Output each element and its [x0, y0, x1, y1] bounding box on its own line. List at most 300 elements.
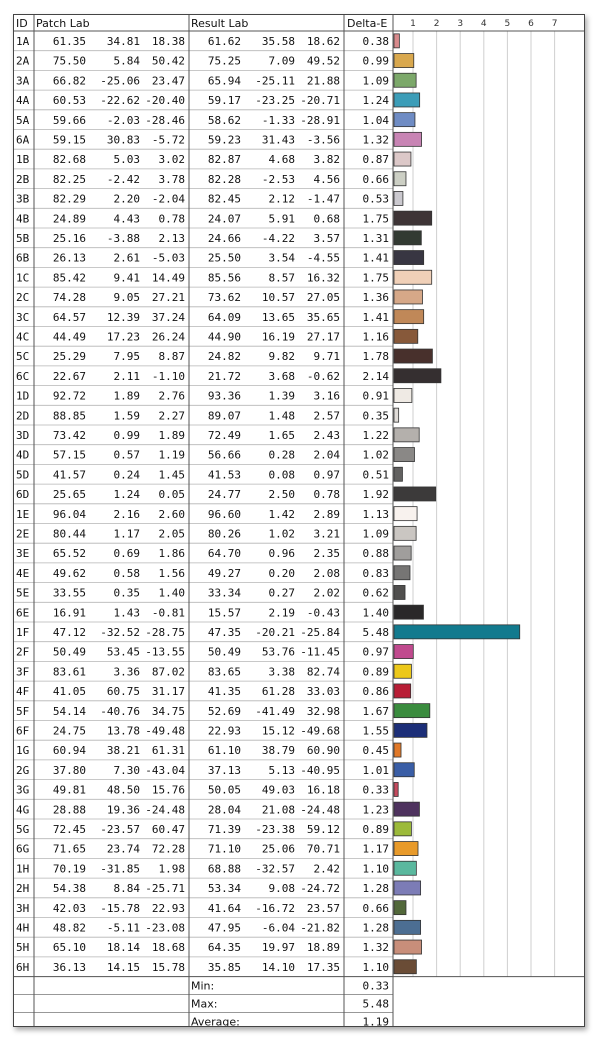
result-lab-value: 2.42 — [313, 862, 340, 876]
result-lab-value: 56.66 — [207, 448, 241, 462]
patch-lab-value: -22.62 — [100, 94, 140, 108]
patch-lab-value: 44.49 — [52, 330, 86, 344]
delta-e-value: 1.75 — [362, 212, 389, 226]
result-lab-value: -21.82 — [300, 921, 340, 935]
patch-lab-value: -3.88 — [106, 232, 140, 245]
delta-e-value: 1.23 — [362, 803, 389, 817]
delta-e-bar — [394, 546, 411, 560]
delta-e-bar — [394, 369, 441, 383]
header-id: ID — [16, 17, 28, 30]
result-lab-value: 16.19 — [261, 330, 295, 344]
result-lab-value: 24.66 — [207, 232, 241, 245]
result-lab-value: 23.57 — [306, 901, 340, 915]
row-id: 4C — [16, 330, 30, 344]
patch-lab-value: -5.03 — [151, 251, 185, 265]
tick-label: 2 — [433, 19, 440, 29]
result-lab-value: 82.45 — [207, 192, 241, 206]
delta-e-bar — [394, 408, 399, 422]
result-lab-value: 82.87 — [207, 153, 241, 167]
result-lab-value: 83.65 — [207, 665, 241, 679]
patch-lab-value: 96.04 — [52, 507, 86, 521]
patch-lab-value: 3.36 — [113, 665, 140, 679]
delta-e-bar — [394, 73, 416, 87]
result-lab-value: 47.95 — [207, 921, 241, 935]
patch-lab-value: -25.06 — [100, 74, 140, 88]
patch-lab-value: 26.24 — [151, 330, 185, 344]
delta-e-bar — [394, 723, 427, 737]
row-id: 1C — [16, 271, 30, 285]
patch-lab-value: 1.56 — [158, 566, 185, 580]
summary-value: 1.19 — [362, 1015, 389, 1026]
delta-e-value: 1.04 — [362, 113, 389, 127]
patch-lab-value: 14.49 — [151, 271, 185, 285]
result-lab-value: 35.58 — [261, 35, 295, 48]
result-lab-value: 1.02 — [268, 527, 295, 541]
row-id: 3F — [16, 665, 30, 679]
result-lab-value: -4.55 — [306, 251, 340, 265]
row-id: 2H — [16, 882, 30, 896]
result-lab-value: 0.28 — [268, 448, 295, 462]
result-lab-value: 3.38 — [268, 665, 295, 679]
row-id: 4G — [16, 803, 30, 817]
result-lab-value: 14.10 — [261, 960, 295, 974]
row-id: 4A — [16, 94, 30, 108]
delta-e-value: 1.32 — [362, 941, 389, 955]
patch-lab-value: -24.48 — [145, 803, 185, 817]
delta-e-bar — [394, 113, 415, 127]
patch-lab-value: 5.84 — [113, 54, 140, 68]
patch-lab-value: 31.17 — [151, 685, 185, 699]
patch-lab-value: 0.35 — [113, 586, 140, 600]
delta-e-bar — [394, 191, 403, 205]
patch-lab-value: 60.75 — [106, 685, 140, 699]
patch-lab-value: 82.25 — [52, 172, 86, 186]
result-lab-value: 68.88 — [207, 862, 241, 876]
patch-lab-value: 5.03 — [113, 153, 140, 167]
row-id: 6H — [16, 960, 30, 974]
row-id: 4E — [16, 566, 30, 580]
summary-value: 5.48 — [362, 997, 389, 1011]
patch-lab-value: 1.17 — [113, 527, 140, 541]
result-lab-value: 33.34 — [207, 586, 241, 600]
delta-e-bar — [394, 172, 406, 186]
delta-e-value: 1.41 — [362, 310, 389, 324]
patch-lab-value: 1.86 — [158, 547, 185, 561]
patch-lab-value: 65.52 — [52, 547, 86, 561]
result-lab-value: 59.12 — [306, 823, 340, 836]
result-lab-value: 59.23 — [207, 133, 241, 147]
row-id: 5G — [16, 823, 30, 836]
patch-lab-value: 8.84 — [113, 882, 140, 896]
result-lab-value: 2.89 — [313, 507, 340, 521]
delta-e-bar — [394, 270, 432, 284]
result-lab-value: 53.34 — [207, 882, 241, 896]
delta-e-value: 2.14 — [362, 369, 389, 383]
result-lab-value: -23.25 — [255, 94, 295, 108]
delta-e-bar — [394, 782, 398, 796]
patch-lab-value: 19.36 — [106, 803, 140, 817]
result-lab-value: -25.84 — [300, 626, 340, 639]
result-lab-value: 47.35 — [207, 626, 241, 639]
patch-lab-value: 0.78 — [158, 212, 185, 226]
result-lab-value: 61.28 — [261, 685, 295, 699]
patch-lab-value: 37.80 — [52, 763, 86, 777]
patch-lab-value: 23.47 — [151, 74, 185, 88]
delta-e-bar — [394, 684, 411, 698]
result-lab-value: 9.08 — [268, 882, 295, 896]
result-lab-value: 41.64 — [207, 901, 241, 915]
patch-lab-value: 24.89 — [52, 212, 86, 226]
delta-e-bar — [394, 251, 424, 265]
delta-e-bar — [394, 960, 416, 974]
tick-label: 3 — [457, 19, 464, 29]
patch-lab-value: 53.45 — [106, 645, 140, 659]
patch-lab-value: 2.13 — [158, 232, 185, 245]
patch-lab-value: 18.14 — [106, 941, 140, 955]
patch-lab-value: 7.30 — [113, 763, 140, 777]
patch-lab-value: 3.02 — [158, 153, 185, 167]
patch-lab-value: 12.39 — [106, 310, 140, 324]
patch-lab-value: 49.62 — [52, 566, 86, 580]
row-id: 3G — [16, 783, 30, 797]
result-lab-value: 21.88 — [306, 74, 340, 88]
delta-e-bar — [394, 329, 418, 343]
delta-e-bar — [394, 467, 402, 481]
result-lab-value: 85.56 — [207, 271, 241, 285]
row-id: 4F — [16, 685, 30, 699]
delta-e-value: 1.78 — [362, 350, 389, 364]
result-lab-value: 49.52 — [306, 54, 340, 68]
delta-e-value: 0.53 — [362, 192, 389, 206]
result-lab-value: 1.39 — [268, 389, 295, 403]
row-id: 2F — [16, 645, 30, 659]
delta-e-value: 0.66 — [362, 901, 389, 915]
delta-e-bar — [394, 290, 422, 304]
patch-lab-value: 0.58 — [113, 566, 140, 580]
patch-lab-value: 18.68 — [151, 941, 185, 955]
result-lab-value: 73.62 — [207, 291, 241, 305]
patch-lab-value: 50.49 — [52, 645, 86, 659]
result-lab-value: -20.71 — [300, 94, 340, 108]
patch-lab-value: -23.57 — [100, 823, 140, 836]
row-id: 6B — [16, 251, 30, 265]
delta-e-value: 1.55 — [362, 724, 389, 738]
delta-e-bar — [394, 664, 411, 678]
patch-lab-value: 38.21 — [106, 744, 140, 758]
row-id: 5E — [16, 586, 30, 600]
result-lab-value: 53.76 — [261, 645, 295, 659]
tick-label: 7 — [551, 19, 558, 29]
delta-e-value: 0.51 — [362, 468, 389, 482]
patch-lab-value: 47.12 — [52, 626, 86, 639]
delta-e-value: 0.38 — [362, 35, 389, 48]
patch-lab-value: 83.61 — [52, 665, 86, 679]
patch-lab-value: 13.78 — [106, 724, 140, 738]
row-id: 5F — [16, 704, 30, 718]
result-lab-value: 59.17 — [207, 94, 241, 108]
row-id: 2A — [16, 54, 30, 68]
patch-lab-value: 8.87 — [158, 350, 185, 364]
patch-lab-value: 17.23 — [106, 330, 140, 344]
patch-lab-value: 22.93 — [151, 901, 185, 915]
patch-lab-value: 7.95 — [113, 350, 140, 364]
row-id: 1B — [16, 153, 30, 167]
result-lab-value: 2.04 — [313, 448, 340, 462]
patch-lab-value: 2.61 — [113, 251, 140, 265]
delta-e-bar — [394, 310, 424, 324]
result-lab-value: 60.90 — [306, 744, 340, 758]
delta-e-bar — [394, 743, 401, 757]
result-lab-value: -25.11 — [255, 74, 295, 88]
delta-e-value: 1.10 — [362, 862, 389, 876]
delta-e-value: 1.09 — [362, 527, 389, 541]
delta-e-value: 0.88 — [362, 547, 389, 561]
patch-lab-value: 66.82 — [52, 74, 86, 88]
patch-lab-value: 60.94 — [52, 744, 86, 758]
patch-lab-value: -5.72 — [151, 133, 185, 147]
row-id: 3D — [16, 429, 30, 442]
delta-e-value: 0.97 — [362, 645, 389, 659]
summary-label: Average: — [191, 1015, 240, 1026]
delta-e-bar — [394, 211, 432, 225]
result-lab-value: 52.69 — [207, 704, 241, 718]
delta-e-bar — [394, 93, 420, 107]
patch-lab-value: 16.91 — [52, 606, 86, 620]
result-lab-value: 27.05 — [306, 291, 340, 305]
delta-e-bar — [394, 526, 416, 540]
patch-lab-value: -40.76 — [100, 704, 140, 718]
delta-e-bar — [394, 625, 520, 639]
result-lab-value: 1.42 — [268, 507, 295, 521]
result-lab-value: 3.68 — [268, 369, 295, 383]
row-id: 5A — [16, 113, 30, 127]
delta-e-value: 0.45 — [362, 744, 389, 758]
patch-lab-value: 33.55 — [52, 586, 86, 600]
delta-e-bar — [394, 842, 418, 856]
result-lab-value: 31.43 — [261, 133, 295, 147]
result-lab-value: 64.09 — [207, 310, 241, 324]
delta-e-chart — [14, 15, 584, 1026]
patch-lab-value: 4.43 — [113, 212, 140, 226]
delta-e-value: 1.67 — [362, 704, 389, 718]
result-lab-value: 41.35 — [207, 685, 241, 699]
result-lab-value: -6.04 — [261, 921, 295, 935]
row-id: 5D — [16, 468, 30, 482]
row-id: 2E — [16, 527, 30, 541]
summary-value: 0.33 — [362, 979, 389, 993]
patch-lab-value: 54.38 — [52, 882, 86, 896]
row-id: 2D — [16, 409, 30, 423]
tick-label: 4 — [480, 19, 487, 29]
result-lab-value: 0.08 — [268, 468, 295, 482]
delta-e-value: 1.36 — [362, 291, 389, 305]
result-lab-value: -4.22 — [261, 232, 295, 245]
result-lab-value: 58.62 — [207, 113, 241, 127]
result-lab-value: 65.94 — [207, 74, 241, 88]
patch-lab-value: 2.11 — [113, 369, 140, 383]
patch-lab-value: -25.71 — [145, 882, 185, 896]
patch-lab-value: 41.05 — [52, 685, 86, 699]
patch-lab-value: 59.66 — [52, 113, 86, 127]
row-id: 6C — [16, 369, 30, 383]
delta-e-value: 1.09 — [362, 74, 389, 88]
delta-e-value: 1.31 — [362, 232, 389, 245]
patch-lab-value: -20.40 — [145, 94, 185, 108]
row-id: 2G — [16, 763, 30, 777]
result-lab-value: 0.97 — [313, 468, 340, 482]
result-lab-value: 5.13 — [268, 763, 295, 777]
row-id: 5H — [16, 941, 30, 955]
row-id: 5C — [16, 350, 30, 364]
result-lab-value: 71.10 — [207, 842, 241, 856]
result-lab-value: 89.07 — [207, 409, 241, 423]
result-lab-value: 25.06 — [261, 842, 295, 856]
result-lab-value: 61.10 — [207, 744, 241, 758]
patch-lab-value: 2.76 — [158, 389, 185, 403]
result-lab-value: 0.20 — [268, 566, 295, 580]
header-delta-e: Delta-E — [347, 17, 388, 30]
result-lab-value: 70.71 — [306, 842, 340, 856]
patch-lab-value: -28.46 — [145, 113, 185, 127]
delta-e-value: 1.41 — [362, 251, 389, 265]
patch-lab-value: 80.44 — [52, 527, 86, 541]
patch-lab-value: 1.45 — [158, 468, 185, 482]
result-lab-value: 3.21 — [313, 527, 340, 541]
patch-lab-value: 2.20 — [113, 192, 140, 206]
delta-e-value: 0.83 — [362, 566, 389, 580]
patch-lab-value: 41.57 — [52, 468, 86, 482]
result-lab-value: -49.68 — [300, 724, 340, 738]
delta-e-bar — [394, 822, 411, 836]
result-lab-value: 13.65 — [261, 310, 295, 324]
patch-lab-value: 64.57 — [52, 310, 86, 324]
patch-lab-value: 15.76 — [151, 783, 185, 797]
patch-lab-value: 30.83 — [106, 133, 140, 147]
row-id: 1H — [16, 862, 30, 876]
patch-lab-value: 1.19 — [158, 448, 185, 462]
result-lab-value: 27.17 — [306, 330, 340, 344]
delta-e-report — [13, 14, 585, 1027]
patch-lab-value: 0.99 — [113, 429, 140, 442]
result-lab-value: -20.21 — [255, 626, 295, 639]
result-lab-value: 15.57 — [207, 606, 241, 620]
patch-lab-value: 2.27 — [158, 409, 185, 423]
patch-lab-value: 72.28 — [151, 842, 185, 856]
patch-lab-value: 23.74 — [106, 842, 140, 856]
delta-e-bar — [394, 448, 414, 462]
delta-e-value: 5.48 — [362, 626, 389, 639]
patch-lab-value: 88.85 — [52, 409, 86, 423]
patch-lab-value: 15.78 — [151, 960, 185, 974]
result-lab-value: 21.72 — [207, 369, 241, 383]
delta-e-bar — [394, 132, 422, 146]
patch-lab-value: 1.40 — [158, 586, 185, 600]
delta-e-value: 1.10 — [362, 960, 389, 974]
result-lab-value: 0.68 — [313, 212, 340, 226]
delta-e-value: 1.22 — [362, 429, 389, 442]
result-lab-value: 18.62 — [306, 35, 340, 48]
row-id: 3B — [16, 192, 30, 206]
patch-lab-value: -5.11 — [106, 921, 140, 935]
result-lab-value: -2.53 — [261, 172, 295, 186]
patch-lab-value: 9.41 — [113, 271, 140, 285]
delta-e-value: 1.28 — [362, 921, 389, 935]
patch-lab-value: -2.03 — [106, 113, 140, 127]
row-id: 3C — [16, 310, 30, 324]
row-id: 1G — [16, 744, 30, 758]
patch-lab-value: 34.75 — [151, 704, 185, 718]
delta-e-value: 1.32 — [362, 133, 389, 147]
result-lab-value: 49.27 — [207, 566, 241, 580]
result-lab-value: -23.38 — [255, 823, 295, 836]
delta-e-value: 1.01 — [362, 763, 389, 777]
delta-e-bar — [394, 901, 406, 915]
result-lab-value: 1.48 — [268, 409, 295, 423]
result-lab-value: -0.43 — [306, 606, 340, 620]
patch-lab-value: -1.10 — [151, 369, 185, 383]
result-lab-value: 18.89 — [306, 941, 340, 955]
result-lab-value: 2.50 — [268, 488, 295, 502]
patch-lab-value: 0.69 — [113, 547, 140, 561]
delta-e-bar — [394, 507, 417, 521]
delta-e-value: 1.02 — [362, 448, 389, 462]
delta-e-bar — [394, 802, 419, 816]
result-lab-value: 24.07 — [207, 212, 241, 226]
result-lab-value: 19.97 — [261, 941, 295, 955]
patch-lab-value: 72.45 — [52, 823, 86, 836]
result-lab-value: 0.78 — [313, 488, 340, 502]
result-lab-value: 0.27 — [268, 586, 295, 600]
patch-lab-value: 25.16 — [52, 232, 86, 245]
tick-label: 5 — [504, 19, 511, 29]
row-id: 3E — [16, 547, 30, 561]
patch-lab-value: 25.65 — [52, 488, 86, 502]
result-lab-value: 2.43 — [313, 429, 340, 442]
result-lab-value: 21.08 — [261, 803, 295, 817]
patch-lab-value: 3.78 — [158, 172, 185, 186]
result-lab-value: 35.85 — [207, 960, 241, 974]
patch-lab-value: 60.53 — [52, 94, 86, 108]
patch-lab-value: 61.31 — [151, 744, 185, 758]
delta-e-value: 0.99 — [362, 54, 389, 68]
patch-lab-value: 50.42 — [151, 54, 185, 68]
result-lab-value: 15.12 — [261, 724, 295, 738]
row-id: 4D — [16, 448, 30, 462]
delta-e-value: 0.35 — [362, 409, 389, 423]
result-lab-value: 41.53 — [207, 468, 241, 482]
result-lab-value: 38.79 — [261, 744, 295, 758]
patch-lab-value: -28.75 — [145, 626, 185, 639]
result-lab-value: 3.57 — [313, 232, 340, 245]
patch-lab-value: 25.29 — [52, 350, 86, 364]
delta-e-bar — [394, 487, 436, 501]
patch-lab-value: 70.19 — [52, 862, 86, 876]
patch-lab-value: 73.42 — [52, 429, 86, 442]
tick-label: 6 — [528, 19, 534, 29]
patch-lab-value: 92.72 — [52, 389, 86, 403]
result-lab-value: 50.05 — [207, 783, 241, 797]
result-lab-value: -1.47 — [306, 192, 340, 206]
patch-lab-value: 1.43 — [113, 606, 140, 620]
result-lab-value: 2.08 — [313, 566, 340, 580]
delta-e-value: 1.28 — [362, 882, 389, 896]
row-id: 1D — [16, 389, 30, 403]
patch-lab-value: -13.55 — [145, 645, 185, 659]
patch-lab-value: -23.08 — [145, 921, 185, 935]
row-id: 6D — [16, 488, 30, 502]
result-lab-value: 82.74 — [306, 665, 340, 679]
result-lab-value: -0.62 — [306, 369, 340, 383]
